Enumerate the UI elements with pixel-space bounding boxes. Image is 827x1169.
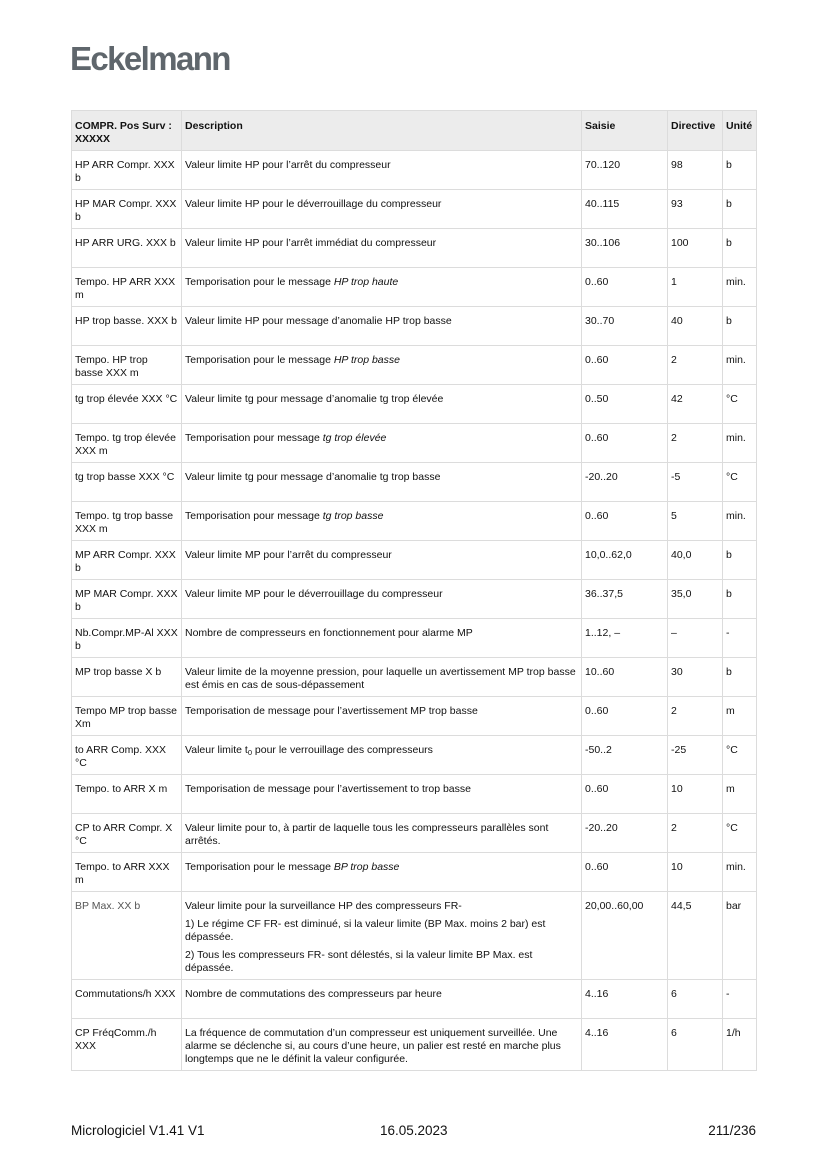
table-row [72,736,757,775]
param-unit: °C [723,385,757,424]
param-directive: 98 [668,151,723,190]
table-row [72,151,757,190]
description-paragraph: Valeur limite pour la surveillance HP des compresseurs FR- [185,900,462,912]
param-directive: 30 [668,658,723,697]
param-name: HP trop basse. XXX b [72,307,182,346]
param-description: Valeur limite HP pour message d’anomalie HP trop basse [182,307,582,346]
table-row [72,580,757,619]
param-name: HP ARR Compr. XXX b [72,151,182,190]
column-header-description: Description [182,111,582,151]
table-row [72,463,757,502]
description-text: pour le verrouillage des compresseurs [252,744,433,756]
param-description: Nombre de commutations des compresseurs par heure [182,980,582,1019]
param-unit: min. [723,346,757,385]
description-paragraph: 1) Le régime CF FR- est diminué, si la valeur limite (BP Max. moins 2 bar) est dépassée. [185,918,546,943]
param-name: tg trop basse XXX °C [72,463,182,502]
footer-page-number: 211/236 [708,1123,756,1138]
param-unit: min. [723,424,757,463]
description-text: Temporisation pour le message [185,861,334,873]
param-unit: °C [723,463,757,502]
param-saisie: 40..115 [582,190,668,229]
message-name: HP trop haute [333,276,399,288]
param-directive: 93 [668,190,723,229]
param-directive: 40 [668,307,723,346]
description-paragraph: 2) Tous les compresseurs FR- sont délestés, si la valeur limite BP Max. est dépassée. [185,949,533,974]
table-row [72,980,757,1019]
table-row [72,892,757,980]
table-row [72,346,757,385]
param-description [182,268,582,307]
param-unit: min. [723,853,757,892]
table-row [72,541,757,580]
param-unit: min. [723,268,757,307]
param-directive: 10 [668,853,723,892]
param-unit: °C [723,814,757,853]
param-name: Nb.Compr.MP-Al XXX b [72,619,182,658]
param-description [182,892,582,980]
param-unit: - [723,619,757,658]
description-text: Temporisation pour message [185,432,323,444]
param-directive: 5 [668,502,723,541]
param-saisie: -50..2 [582,736,668,775]
param-unit: m [723,697,757,736]
param-unit: b [723,541,757,580]
param-name: CP to ARR Compr. X °C [72,814,182,853]
param-directive: 1 [668,268,723,307]
table-row [72,229,757,268]
param-name: tg trop élevée XXX °C [72,385,182,424]
param-description: Temporisation de message pour l’avertissement MP trop basse [182,697,582,736]
param-description: Nombre de compresseurs en fonctionnement pour alarme MP [182,619,582,658]
message-name: BP trop basse [333,861,400,873]
param-unit: bar [723,892,757,980]
param-saisie: 70..120 [582,151,668,190]
param-saisie: 0..60 [582,853,668,892]
param-saisie: 10,0..62,0 [582,541,668,580]
param-saisie: 10..60 [582,658,668,697]
param-unit: - [723,980,757,1019]
param-unit: b [723,580,757,619]
table-row [72,307,757,346]
param-directive: 10 [668,775,723,814]
param-description: Valeur limite pour to, à partir de laquelle tous les compresseurs parallèles sont arrêtés. [182,814,582,853]
param-unit: b [723,229,757,268]
param-saisie: 0..60 [582,346,668,385]
param-directive: 44,5 [668,892,723,980]
table-row [72,814,757,853]
param-description: Valeur limite MP pour le déverrouillage du compresseur [182,580,582,619]
param-saisie: 30..70 [582,307,668,346]
param-name: HP ARR URG. XXX b [72,229,182,268]
param-name: Tempo. HP ARR XXX m [72,268,182,307]
param-unit: b [723,658,757,697]
table-row [72,268,757,307]
param-description [182,853,582,892]
param-description: Valeur limite HP pour l’arrêt immédiat du compresseur [182,229,582,268]
param-saisie: 0..60 [582,268,668,307]
param-saisie: 20,00..60,00 [582,892,668,980]
column-header-directive: Directive [668,111,723,151]
table-row [72,502,757,541]
param-name: MP MAR Compr. XXX b [72,580,182,619]
param-directive: -5 [668,463,723,502]
table-row [72,658,757,697]
param-description [182,502,582,541]
message-name: tg trop élevée [322,432,387,444]
param-unit: m [723,775,757,814]
param-name: Tempo. tg trop basse XXX m [72,502,182,541]
param-directive: 2 [668,346,723,385]
table-row [72,385,757,424]
param-directive: 6 [668,1019,723,1071]
description-text: Temporisation pour le message [185,354,334,366]
param-description: La fréquence de commutation d’un compresseur est uniquement surveillée. Une alarme se déclenche si, au cours d’une heure, un palier est resté en marche plus longtemps que ne le définit la valeur configurée. [182,1019,582,1071]
table-row [72,697,757,736]
param-saisie: 1..12, – [582,619,668,658]
parameter-table [71,110,757,1071]
param-name: MP ARR Compr. XXX b [72,541,182,580]
param-saisie: 0..60 [582,697,668,736]
param-saisie: 0..50 [582,385,668,424]
param-name: Tempo. HP trop basse XXX m [72,346,182,385]
param-description [182,346,582,385]
param-name: Tempo. tg trop élevée XXX m [72,424,182,463]
param-description: Valeur limite HP pour l’arrêt du compresseur [182,151,582,190]
param-name: Tempo MP trop basse Xm [72,697,182,736]
footer-date: 16.05.2023 [380,1123,448,1138]
param-name: HP MAR Compr. XXX b [72,190,182,229]
table-header-row [72,111,757,151]
table-row [72,424,757,463]
param-description: Valeur limite de la moyenne pression, pour laquelle un avertissement MP trop basse est émis en cas de sous-dépassement [182,658,582,697]
table-row [72,619,757,658]
param-description [182,424,582,463]
table-row [72,775,757,814]
param-unit: b [723,151,757,190]
param-name: Tempo. to ARR XXX m [72,853,182,892]
param-description: Valeur limite tg pour message d’anomalie tg trop basse [182,463,582,502]
param-unit: min. [723,502,757,541]
param-saisie: -20..20 [582,463,668,502]
description-text: Valeur limite t [185,744,248,756]
param-description [182,736,582,775]
param-unit: b [723,307,757,346]
param-directive: 2 [668,424,723,463]
param-directive: – [668,619,723,658]
param-saisie: 0..60 [582,424,668,463]
param-description: Valeur limite tg pour message d’anomalie tg trop élevée [182,385,582,424]
param-saisie: 30..106 [582,229,668,268]
param-directive: 6 [668,980,723,1019]
footer-firmware-version: Micrologiciel V1.41 V1 [71,1123,205,1138]
param-name: Tempo. to ARR X m [72,775,182,814]
param-directive: 35,0 [668,580,723,619]
param-directive: 40,0 [668,541,723,580]
param-saisie: 0..60 [582,775,668,814]
param-saisie: 0..60 [582,502,668,541]
param-name: CP FréqComm./h XXX [72,1019,182,1071]
param-name: MP trop basse X b [72,658,182,697]
param-description: Valeur limite MP pour l’arrêt du compresseur [182,541,582,580]
column-header-saisie: Saisie [582,111,668,151]
message-name: tg trop basse [322,510,384,522]
table-row [72,190,757,229]
param-directive: 42 [668,385,723,424]
subscript: 0 [247,748,252,757]
message-name: HP trop basse [333,354,400,366]
param-saisie: 4..16 [582,980,668,1019]
param-unit: b [723,190,757,229]
param-saisie: -20..20 [582,814,668,853]
param-saisie: 4..16 [582,1019,668,1071]
param-name: Commutations/h XXX [72,980,182,1019]
param-name: to ARR Comp. XXX °C [72,736,182,775]
param-directive: 2 [668,814,723,853]
table-row [72,1019,757,1071]
table-row [72,853,757,892]
param-name: BP Max. XX b [72,892,182,980]
description-text: Temporisation pour le message [185,276,334,288]
param-unit: 1/h [723,1019,757,1071]
param-description: Temporisation de message pour l’avertissement to trop basse [182,775,582,814]
param-description: Valeur limite HP pour le déverrouillage du compresseur [182,190,582,229]
param-directive: -25 [668,736,723,775]
eckelmann-logo: Eckelmann [70,40,230,77]
param-directive: 100 [668,229,723,268]
column-header-name: COMPR. Pos Surv : XXXXX [72,111,182,151]
description-text: Temporisation pour message [185,510,323,522]
param-unit: °C [723,736,757,775]
column-header-unit: Unité [723,111,757,151]
param-saisie: 36..37,5 [582,580,668,619]
param-directive: 2 [668,697,723,736]
